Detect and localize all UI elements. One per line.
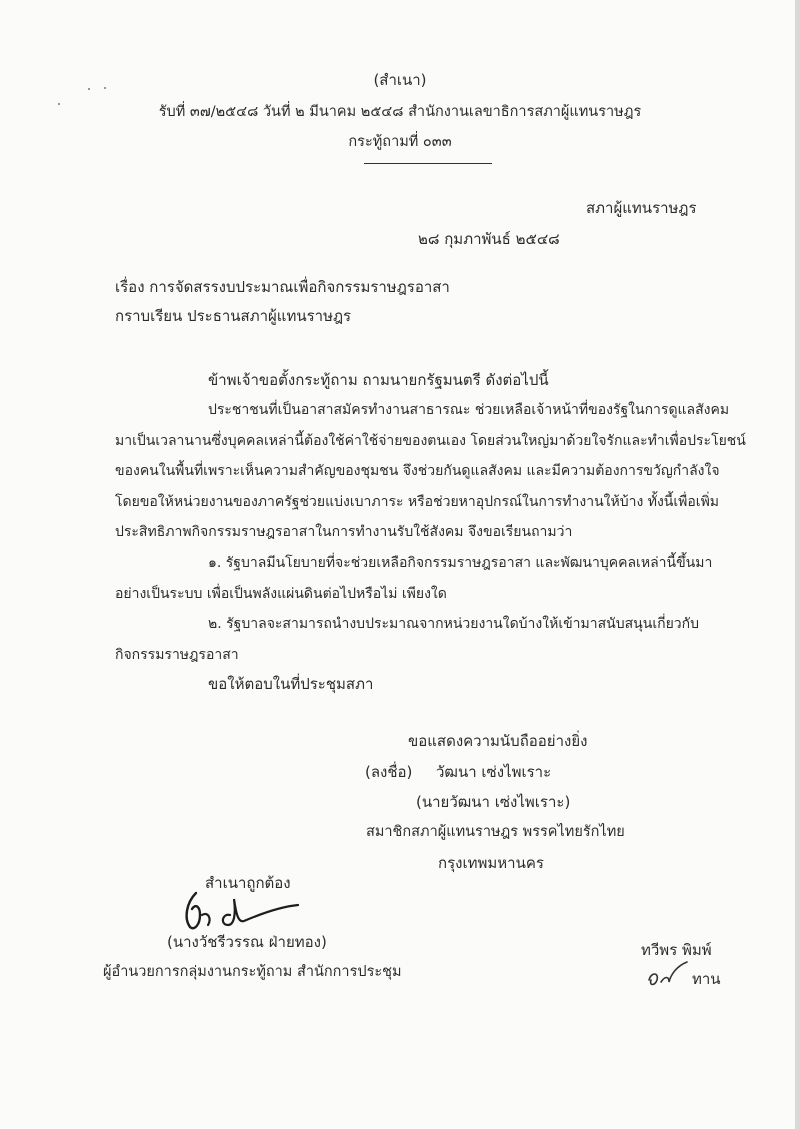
typist-checked: ทาน — [692, 970, 721, 988]
signed-name: วัฒนา เซ่งไพเราะ — [436, 763, 552, 781]
certifier-signature — [178, 885, 308, 933]
question-1-cont: อย่างเป็นระบบ เพื่อเป็นพลังแผ่นดินต่อไปหรือไม่ เพียงใด — [115, 586, 447, 602]
subject: เรื่อง การจัดสรรงบประมาณเพื่อกิจกรรมราษฎรอาสา — [115, 278, 450, 296]
closing-regards: ขอแสดงความนับถืออย่างยิ่ง — [408, 732, 588, 750]
signed-prefix: (ลงชื่อ) — [365, 763, 413, 781]
received-stamp-line: รับที่ ๓๗/๒๕๔๘ วันที่ ๒ มีนาคม ๒๕๔๘ สำนักงานเลขาธิการสภาผู้แทนราษฎร — [158, 104, 642, 120]
signer-province: กรุงเทพมหานคร — [438, 854, 544, 872]
date: ๒๘ กุมภาพันธ์ ๒๕๔๘ — [418, 230, 560, 248]
salutation: กราบเรียน ประธานสภาผู้แทนราษฎร — [115, 307, 352, 325]
signer-full-name: (นายวัฒนา เซ่งไพเราะ) — [416, 793, 571, 811]
intro-line: ข้าพเจ้าขอตั้งกระทู้ถาม ถามนายกรัฐมนตรี ดังต่อไปนี้ — [208, 371, 549, 389]
body-line: ของคนในพื้นที่เพราะเห็นความสำคัญของชุมชน จึงช่วยกันดูแลสังคม และมีความต้องการขวัญกำลังใจ — [115, 463, 720, 479]
proofreader-initials — [645, 960, 691, 990]
body-line: โดยขอให้หน่วยงานของภาครัฐช่วยแบ่งเบาภาระ หรือช่วยหาอุปกรณ์ในการทำงานให้บ้าง ทั้งนี้เพื่อเพิ่ม — [115, 494, 720, 510]
body-line: ประชาชนที่เป็นอาสาสมัครทำงานสาธารณะ ช่วยเหลือเจ้าหน้าที่ของรัฐในการดูแลสังคม — [208, 402, 730, 418]
certifier-name: (นางวัชรีวรรณ ฝ่ายทอง) — [167, 933, 327, 951]
question-1: ๑. รัฐบาลมีนโยบายที่จะช่วยเหลือกิจกรรมราษฎรอาสา และพัฒนาบุคคลเหล่านี้ขึ้นมา — [208, 555, 713, 571]
typist-typed: ทวีพร พิมพ์ — [641, 941, 712, 959]
body-line: ประสิทธิภาพกิจกรรมราษฎรอาสาในการทำงานรับใช้สังคม จึงขอเรียนถามว่า — [115, 524, 573, 540]
copy-mark: (สำเนา) — [373, 71, 427, 89]
certifier-title: ผู้อำนวยการกลุ่มงานกระทู้ถาม สำนักการประชุม — [103, 964, 402, 980]
header-divider — [364, 163, 492, 164]
question-number: กระทู้ถามที่ ๐๓๓ — [348, 134, 452, 150]
question-2: ๒. รัฐบาลจะสามารถนำงบประมาณจากหน่วยงานใดบ้างให้เข้ามาสนับสนุนเกี่ยวกับ — [208, 616, 700, 632]
place: สภาผู้แทนราษฎร — [586, 199, 697, 217]
question-2-cont: กิจกรรมราษฎรอาสา — [115, 647, 239, 663]
answer-request: ขอให้ตอบในที่ประชุมสภา — [208, 675, 374, 693]
certified-copy-label: สำเนาถูกต้อง — [205, 874, 291, 892]
body-line: มาเป็นเวลานานซึ่งบุคคลเหล่านี้ต้องใช้ค่าใช้จ่ายของตนเอง โดยส่วนใหญ่มาด้วยใจรักและทำเพื่อประโยชน์ — [115, 433, 746, 449]
signer-position: สมาชิกสภาผู้แทนราษฎร พรรคไทยรักไทย — [366, 824, 625, 840]
scan-edge-shadow — [795, 0, 800, 1129]
